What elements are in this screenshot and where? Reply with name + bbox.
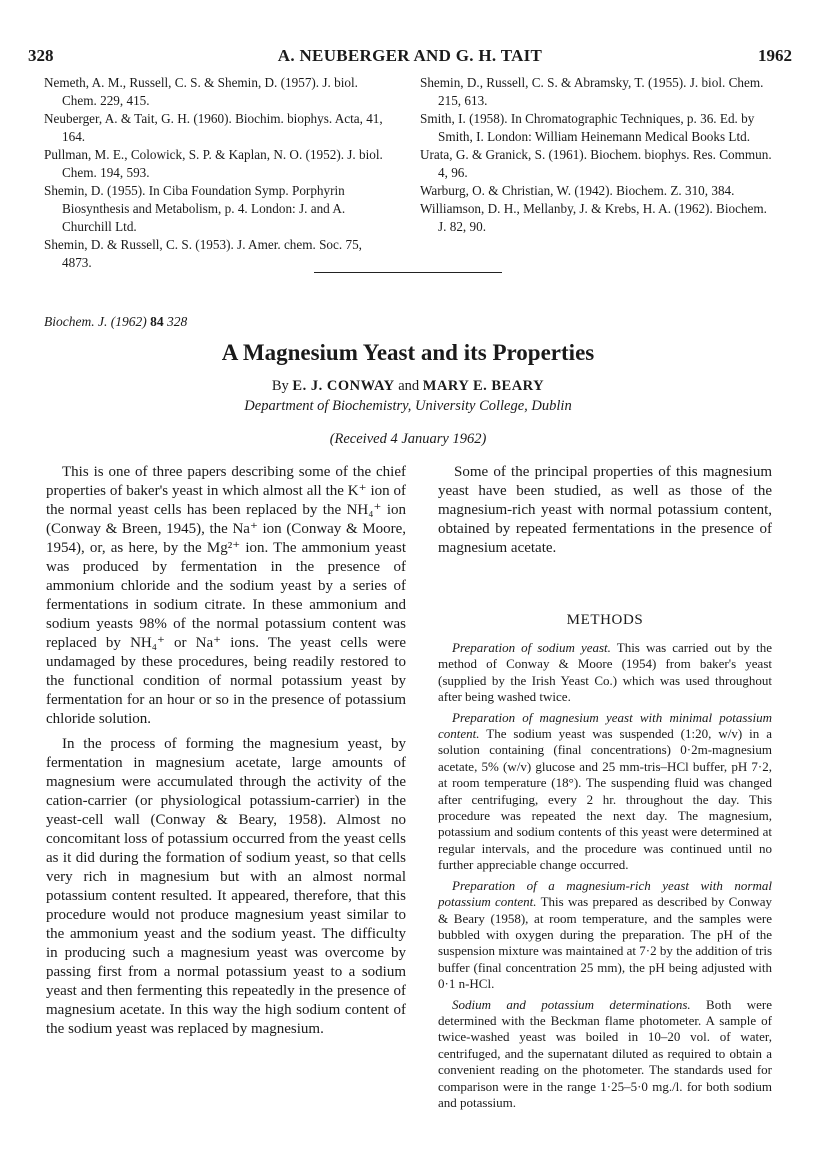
citation-journal: Biochem. J. xyxy=(44,314,108,329)
page-number: 328 xyxy=(28,46,54,65)
reference-item: Shemin, D. & Russell, C. S. (1953). J. Amer. chem. Soc. 75, 4873. xyxy=(44,237,362,270)
reference-item: Smith, I. (1958). In Chromatographic Techniques, p. 36. Ed. by Smith, I. London: William Heinemann Medical Books Ltd. xyxy=(420,111,755,144)
citation-page: 328 xyxy=(166,314,188,329)
affiliation: Department of Biochemistry, University College, Dublin xyxy=(244,398,572,414)
body-paragraph: In the process of forming the magnesium yeast, by fermentation in magnesium acetate, large amounts of magnesium were accumulated through the activity of the cation-carrier (or physiological potassium-carrier) in the yeast-cell wall (Conway & Beary, 1958). Almost no concomitant loss of potassium occurred from the yeast cells as it did during the formation of sodium yeast, so that cells very rich in magnesium but with an almost normal potassium content resulted. It appeared, therefore, that this procedure would not produce magnesium yeast similar to the ammonium yeast and the sodium yeast. The difficulty in producing such a magnesium yeast was overcome by passing first from a normal potassium yeast to a sodium yeast and then fermenting this repeatedly in the presence of magnesium acetate. In this way the high sodium content of the sodium yeast was replaced by magnesium. xyxy=(46,736,406,1037)
author-1: E. J. CONWAY xyxy=(292,378,395,394)
article-title: A Magnesium Yeast and its Properties xyxy=(221,340,595,365)
byline-by: By xyxy=(271,378,289,394)
body-paragraph: Some of the principal properties of this magnesium yeast have been studied, as well as those of the magnesium-rich yeast with normal potassium content, obtained by repeated fermentations in the presence of magnesium acetate. xyxy=(438,464,772,556)
methods-section xyxy=(438,640,772,1115)
running-header xyxy=(28,46,792,68)
methods-subheading: Sodium and potassium determinations. xyxy=(452,996,691,1012)
citation-year: (1962) xyxy=(110,314,147,329)
reference-item: Neuberger, A. & Tait, G. H. (1960). Biochim. biophys. Acta, 41, 164. xyxy=(44,111,383,144)
methods-subheading: Preparation of sodium yeast. xyxy=(452,640,611,655)
methods-text: The sodium yeast was suspended (1:20, w/v) in a solution containing (final concentrations) 0·2m-magnesium acetate, 5% (w/v) glucose and 25 mm-tris–HCl buffer, pH 7·2, at room temperature (18°). The suspending fluid was changed after centrifuging, every 2 hr. throughout the day. This procedure was repeated the next day. The magnesium, potassium and sodium contents of this yeast were determined at regular intervals, and the procedure was continued until no further appreciable change occurred. xyxy=(438,726,772,873)
byline-and: and xyxy=(398,378,420,394)
methods-paragraph xyxy=(438,878,772,993)
body-right-intro xyxy=(438,463,772,558)
reference-item: Shemin, D., Russell, C. S. & Abramsky, T. (1955). J. biol. Chem. 215, 613. xyxy=(420,75,764,108)
section-divider xyxy=(314,272,502,273)
body-paragraph: This is one of three papers describing some of the chief properties of baker's yeast in which almost all the K⁺ ion of the normal yeast cells has been replaced by the NH₄⁺ ion (Conway & Breen, 1945), the Na⁺ ion (Conway & Moore, 1954), or, as here, by the Mg²⁺ ion. The ammonium yeast was produced by fermentation in the presence of ammonium chloride and the sodium yeast by a series of fermentations in sodium citrate. In these ammonium and sodium yeasts 98% of the normal potassium content was replaced by NH₄⁺ or Na⁺ ions. The yeast cells were undamaged by these procedures, being readily restored to the functional condition of normal potassium yeast by fermentation for an hour or so in the presence of potassium chloride solution. xyxy=(46,464,406,727)
methods-paragraph xyxy=(438,640,772,706)
reference-item: Williamson, D. H., Mellanby, J. & Krebs, H. A. (1962). Biochem. J. 82, 90. xyxy=(420,201,767,234)
running-header-authors: A. NEUBERGER AND G. H. TAIT xyxy=(277,46,543,65)
reference-item: Pullman, M. E., Colowick, S. P. & Kaplan, N. O. (1952). J. biol. Chem. 194, 593. xyxy=(44,147,383,180)
methods-heading: METHODS xyxy=(566,612,644,628)
methods-subheading: Preparation of magnesium yeast with minimal potassium content. xyxy=(438,709,772,742)
methods-text: Both were determined with the Beckman flame photometer. A sample of twice-washed yeast was boiled in 10–20 vol. of water, centrifuged, and the supernatant diluted as required to obtain a convenient reading on the photometer. The standards used for comparison were in the range 1·25–5·0 mg./l. for both sodium and potassium. xyxy=(438,996,772,1110)
methods-text: This was carried out by the method of Conway & Moore (1954) from baker's yeast (supplied by the Irish Yeast Co.) which was used throughout after being washed twice. xyxy=(438,640,773,705)
byline xyxy=(0,378,816,395)
citation-volume: 84 xyxy=(150,314,164,329)
body-left-column xyxy=(46,463,406,1039)
reference-item: Warburg, O. & Christian, W. (1942). Biochem. Z. 310, 384. xyxy=(420,183,735,198)
reference-item: Urata, G. & Granick, S. (1961). Biochem. biophys. Res. Commun. 4, 96. xyxy=(420,147,772,180)
reference-item: Nemeth, A. M., Russell, C. S. & Shemin, D. (1957). J. biol. Chem. 229, 415. xyxy=(44,75,358,108)
methods-text: This was prepared as described by Conway & Beary (1958), at room temperature, and the samples were bubbled with oxygen during the preparation. The pH of the suspension mixture was maintained at 7·2 by the addition of tris buffer (final concentration 25 mm), the pH being adjusted with 0·1 n-HCl. xyxy=(438,894,773,992)
methods-paragraph xyxy=(438,710,772,874)
methods-paragraph xyxy=(438,997,772,1112)
methods-subheading: Preparation of a magnesium-rich yeast with normal potassium content. xyxy=(438,877,772,910)
received-date: (Received 4 January 1962) xyxy=(329,431,487,447)
references-right-column xyxy=(420,74,772,236)
journal-citation xyxy=(44,314,187,330)
author-2: MARY E. BEARY xyxy=(422,378,545,394)
references-left-column xyxy=(44,74,392,272)
running-header-year: 1962 xyxy=(758,46,792,65)
reference-item: Shemin, D. (1955). In Ciba Foundation Symp. Porphyrin Biosynthesis and Metabolism, p. 4. London: J. and A. Churchill Ltd. xyxy=(44,183,346,234)
